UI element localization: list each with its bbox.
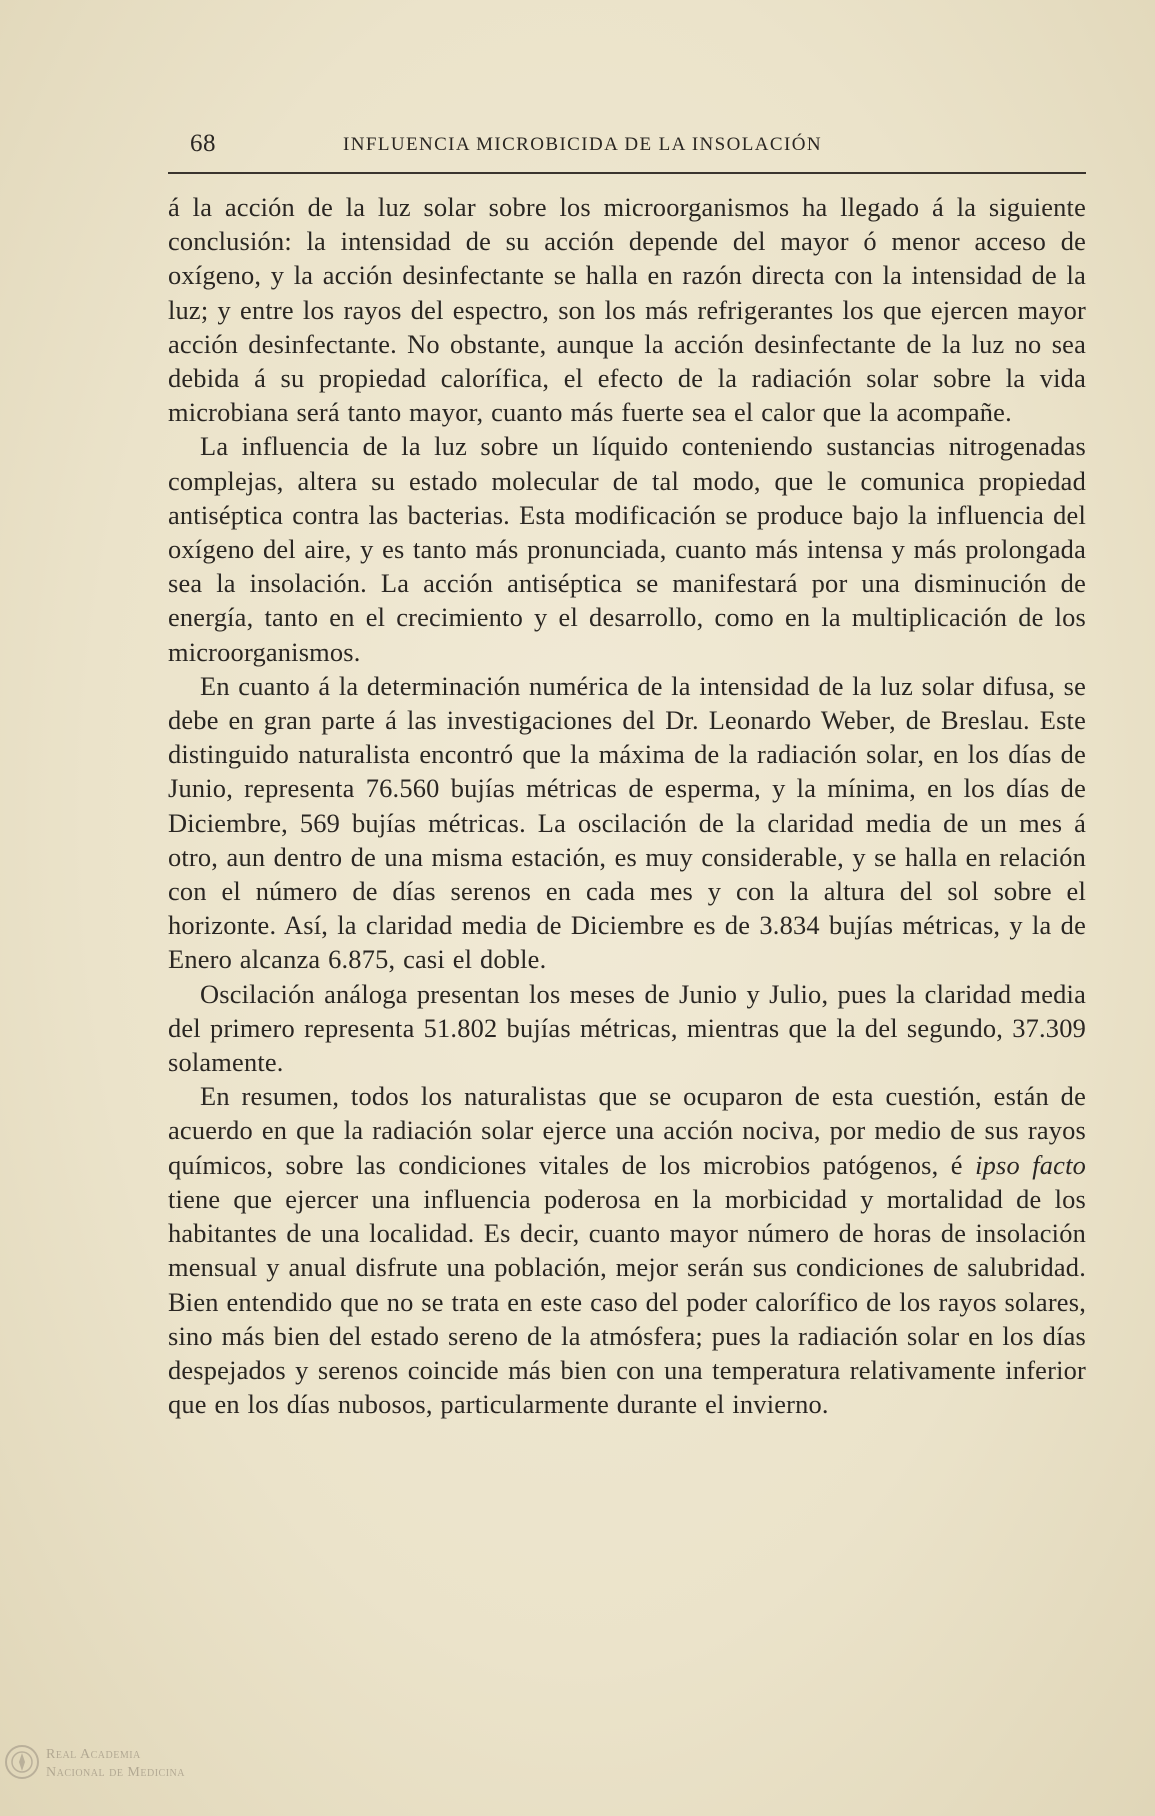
paragraph-5-part-2: tiene que ejercer una influencia poderosa en la morbicidad y mortalidad de los habitantes de una localidad. Es decir, cuanto mayor número de horas de insolación mensual y anual disfrute una población, mejor serán sus condiciones de salubridad. Bien entendido que no se trata en este caso del poder calorífico de los rayos solares, sino más bien del estado sereno de la atmósfera; pues la radiación solar en los días despejados y serenos coincide más bien con una temperatura relativamente inferior que en los días nubosos, particularmente durante el invierno. — [168, 1183, 1086, 1420]
watermark-line-1: Real Academia — [46, 1747, 141, 1762]
running-head: INFLUENCIA MICROBICIDA DE LA INSOLACIÓN — [343, 134, 822, 155]
paragraph-3: En cuanto á la determinación numérica de la intensidad de la luz solar difusa, se debe en gran parte á las investigaciones del Dr. Leonardo Weber, de Breslau. Este distinguido naturalista encontró que la máxima de la radiación solar, en los días de Junio, representa 76.560 bujías métricas de esperma, y la mínima, en los días de Diciembre, 569 bujías métricas. La oscilación de la claridad media de un mes á otro, aun dentro de una misma estación, es muy considerable, y se halla en relación con el número de días serenos en cada mes y con la altura del sol sobre el horizonte. Así, la claridad media de Diciembre es de 3.834 bujías métricas, y la de Enero alcanza 6.875, casi el doble. — [168, 670, 1086, 975]
paragraph-2: La influencia de la luz sobre un líquido conteniendo sustancias nitrogenadas complejas, altera su estado molecular de tal modo, que le comunica propiedad antiséptica contra las bacterias. Esta modificación se produce bajo la influencia del oxígeno del aire, y es tanto más pronunciada, cuanto más intensa y más prolongada sea la insolación. La acción antiséptica se manifestará por una disminución de energía, tanto en el crecimiento y el desarrollo, como en la multiplicación de los microorganismos. — [168, 431, 1086, 667]
paragraph-1: á la acción de la luz solar sobre los microorganismos ha llegado á la siguiente conclusión: la intensidad de su acción depende del mayor ó menor acceso de oxígeno, y la acción desinfectante se halla en razón directa con la intensidad de la luz; y entre los rayos del espectro, son los más refrigerantes los que ejercen mayor acción desinfectante. No obstante, aunque la acción desinfectante de la luz no sea debida á su propiedad calorífica, el efecto de la radiación solar sobre la vida microbiana será tanto mayor, cuanto más fuerte sea el calor que la acompañe. — [168, 192, 1086, 428]
paragraph-5 — [168, 1079, 1086, 1421]
academy-seal-icon — [4, 1744, 40, 1780]
watermark-line-2: Nacional de Medicina — [46, 1765, 185, 1780]
watermark-text — [46, 1746, 185, 1782]
header-rule — [168, 172, 1086, 174]
paragraph-4: Oscilación análoga presentan los meses de Junio y Julio, pues la claridad media del primero representa 51.802 bujías métricas, mientras que la del segundo, 37.309 solamente. — [168, 978, 1086, 1078]
body-text — [168, 190, 1086, 1421]
page-number: 68 — [190, 130, 216, 157]
paragraph-5-part-1: En resumen, todos los naturalistas que se ocuparon de esta cuestión, están de acuerdo en que la radiación solar ejerce una acción nociva, por medio de sus rayos químicos, sobre las condiciones vitales de los microbios patógenos, é — [168, 1081, 1086, 1180]
page-header — [168, 130, 1088, 170]
italic-ipso-facto: ipso facto — [975, 1149, 1087, 1180]
library-watermark — [4, 1738, 224, 1808]
